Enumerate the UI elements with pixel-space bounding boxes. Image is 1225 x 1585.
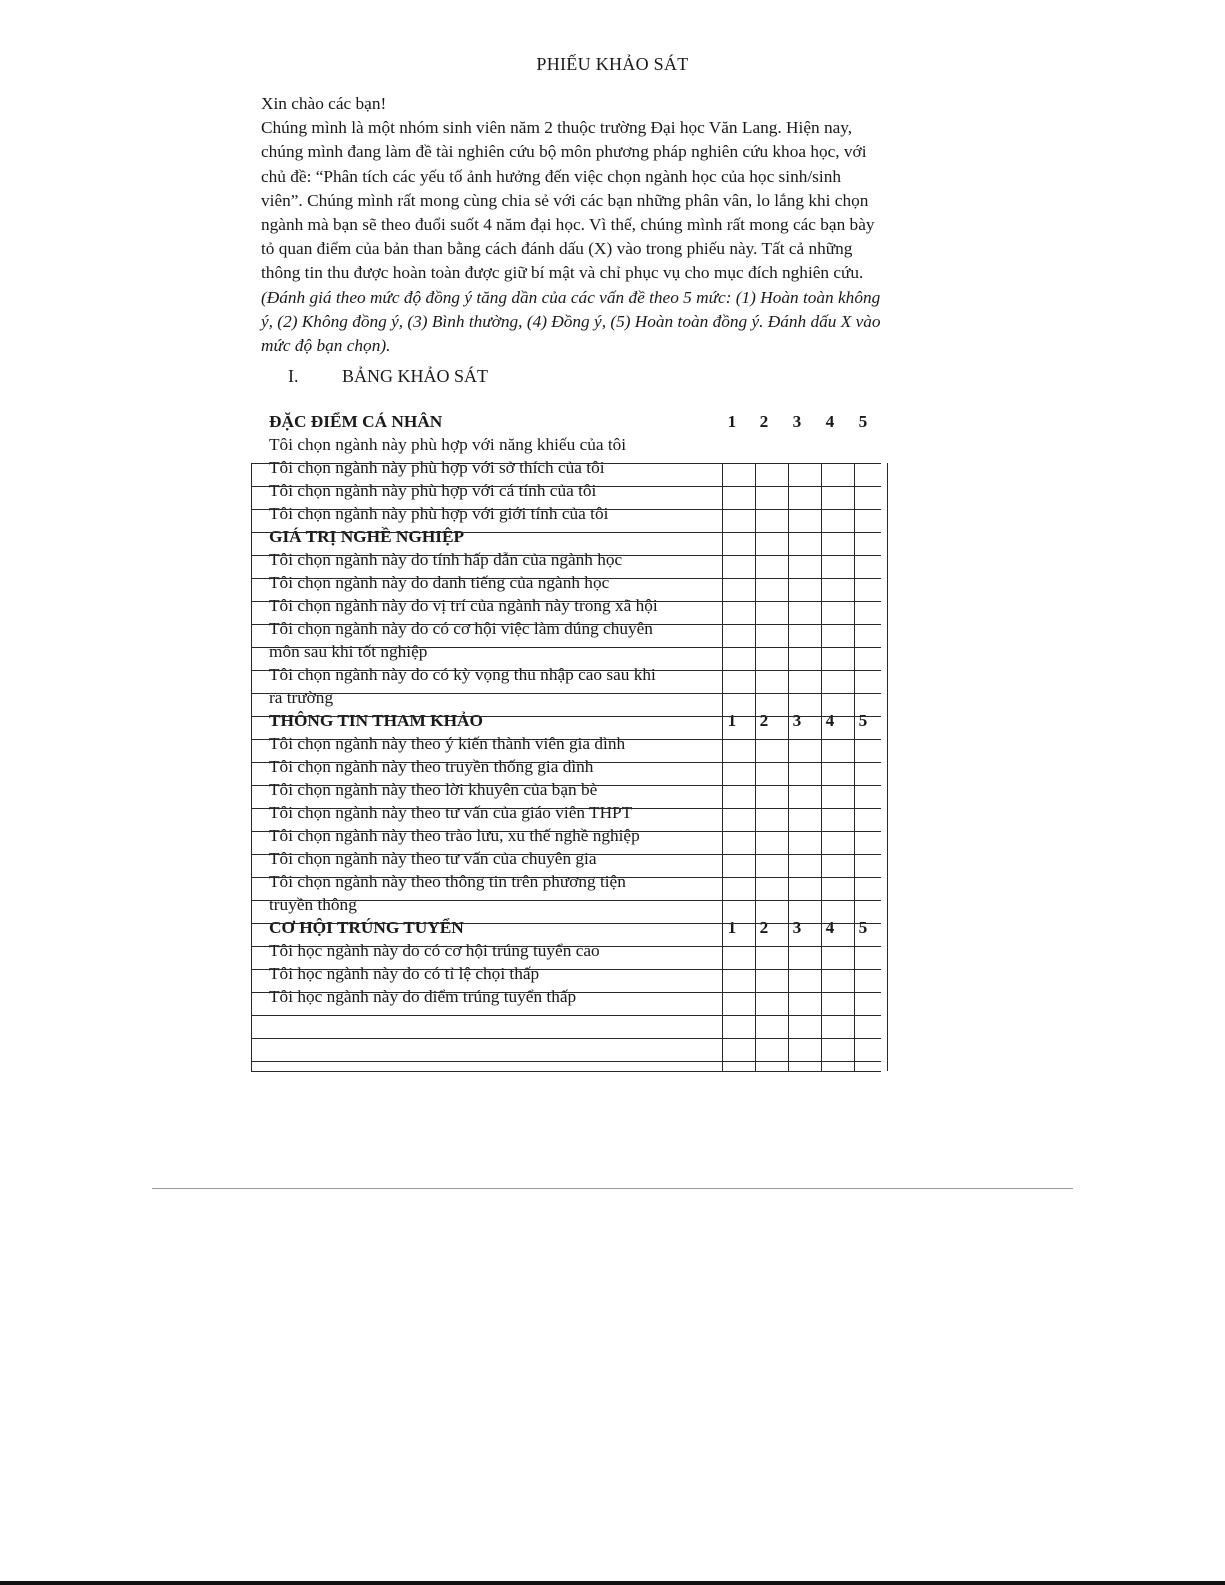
rating-cell[interactable] xyxy=(855,579,887,600)
rating-cell[interactable] xyxy=(789,648,821,669)
rating-cell[interactable] xyxy=(756,901,788,922)
rating-cell[interactable] xyxy=(756,947,788,968)
rating-cell[interactable] xyxy=(789,579,821,600)
group-header: THÔNG TIN THAM KHẢO xyxy=(269,711,483,730)
rating-cell[interactable] xyxy=(789,694,821,715)
rating-note-line: mức độ bạn chọn). xyxy=(261,336,391,356)
rating-cell[interactable] xyxy=(855,832,887,853)
rating-cell[interactable] xyxy=(723,602,755,623)
rating-cell[interactable] xyxy=(855,855,887,876)
bottom-edge xyxy=(0,1581,1225,1585)
rating-cell[interactable] xyxy=(789,533,821,554)
rating-cell[interactable] xyxy=(756,878,788,899)
scale-header-5: 5 xyxy=(858,412,868,431)
page-divider xyxy=(152,1188,1073,1189)
rating-cell[interactable] xyxy=(822,1062,854,1083)
rating-cell[interactable] xyxy=(789,993,821,1014)
rating-cell[interactable] xyxy=(822,717,854,738)
rating-cell[interactable] xyxy=(756,855,788,876)
rating-cell[interactable] xyxy=(822,1016,854,1037)
rating-cell[interactable] xyxy=(756,510,788,531)
rating-cell[interactable] xyxy=(822,970,854,991)
rating-cell[interactable] xyxy=(723,510,755,531)
rating-cell[interactable] xyxy=(723,832,755,853)
rating-cell[interactable] xyxy=(855,625,887,646)
group-header: GIÁ TRỊ NGHỀ NGHIỆP xyxy=(269,527,465,546)
rating-cell[interactable] xyxy=(756,671,788,692)
rating-cell[interactable] xyxy=(855,556,887,577)
group-header: ĐẶC ĐIỂM CÁ NHÂN xyxy=(269,412,443,431)
rating-cell[interactable] xyxy=(723,970,755,991)
survey-item-text: ra trường xyxy=(269,688,334,707)
survey-item-text: Tôi học ngành này do có cơ hội trúng tuyển cao xyxy=(269,941,600,960)
rating-cell[interactable] xyxy=(723,717,755,738)
scale-header-4: 4 xyxy=(825,918,835,937)
rating-cell[interactable] xyxy=(855,878,887,899)
rating-cell[interactable] xyxy=(822,579,854,600)
rating-cell[interactable] xyxy=(789,740,821,761)
rating-cell[interactable] xyxy=(789,1062,821,1083)
intro-line: viên”. Chúng mình rất mong cùng chia sẻ với các bạn những phân vân, lo lắng khi chọn xyxy=(261,190,869,210)
rating-cell[interactable] xyxy=(789,947,821,968)
rating-cell[interactable] xyxy=(756,464,788,485)
rating-cell[interactable] xyxy=(723,740,755,761)
scale-header-1: 1 xyxy=(727,918,737,937)
rating-cell[interactable] xyxy=(822,901,854,922)
rating-cell[interactable] xyxy=(789,625,821,646)
rating-cell[interactable] xyxy=(756,694,788,715)
rating-cell[interactable] xyxy=(855,763,887,784)
rating-cell[interactable] xyxy=(789,832,821,853)
rating-cell[interactable] xyxy=(822,924,854,945)
rating-cell[interactable] xyxy=(822,602,854,623)
rating-cell[interactable] xyxy=(723,487,755,508)
rating-cell[interactable] xyxy=(756,717,788,738)
rating-cell[interactable] xyxy=(756,1062,788,1083)
survey-item-text: Tôi chọn ngành này theo tư vấn của chuyên gia xyxy=(269,849,597,868)
rating-cell[interactable] xyxy=(756,579,788,600)
rating-cell[interactable] xyxy=(855,1039,887,1060)
rating-cell[interactable] xyxy=(756,625,788,646)
rating-cell[interactable] xyxy=(789,809,821,830)
rating-cell[interactable] xyxy=(855,671,887,692)
rating-cell[interactable] xyxy=(789,901,821,922)
rating-cell[interactable] xyxy=(789,763,821,784)
survey-item-text: Tôi chọn ngành này theo lời khuyên của bạn bè xyxy=(269,780,598,799)
scale-header-4: 4 xyxy=(825,412,835,431)
scale-header-3: 3 xyxy=(792,711,802,730)
rating-cell[interactable] xyxy=(789,878,821,899)
rating-cell[interactable] xyxy=(855,740,887,761)
rating-cell[interactable] xyxy=(822,809,854,830)
rating-cell[interactable] xyxy=(723,786,755,807)
rating-cell[interactable] xyxy=(723,947,755,968)
table-column-rule xyxy=(251,463,252,1071)
survey-item-text: Tôi chọn ngành này do có kỳ vọng thu nhập cao sau khi xyxy=(269,665,656,684)
rating-cell[interactable] xyxy=(756,832,788,853)
rating-cell[interactable] xyxy=(789,786,821,807)
rating-cell[interactable] xyxy=(789,855,821,876)
intro-line: ngành mà bạn sẽ theo đuổi suốt 4 năm đại học. Vì thế, chúng mình rất mong các bạn bày xyxy=(261,215,875,235)
rating-cell[interactable] xyxy=(855,510,887,531)
scale-header-2: 2 xyxy=(759,412,769,431)
rating-cell[interactable] xyxy=(855,694,887,715)
scale-header-3: 3 xyxy=(792,918,802,937)
rating-cell[interactable] xyxy=(723,993,755,1014)
rating-cell[interactable] xyxy=(822,625,854,646)
rating-cell[interactable] xyxy=(855,809,887,830)
rating-cell[interactable] xyxy=(855,487,887,508)
rating-cell[interactable] xyxy=(855,901,887,922)
rating-note-line: ý, (2) Không đồng ý, (3) Bình thường, (4) Đồng ý, (5) Hoàn toàn đồng ý. Đánh dấu X vào xyxy=(261,311,881,331)
rating-cell[interactable] xyxy=(723,464,755,485)
rating-cell[interactable] xyxy=(855,464,887,485)
scale-header-1: 1 xyxy=(727,711,737,730)
rating-cell[interactable] xyxy=(756,1039,788,1060)
rating-note-line: (Đánh giá theo mức độ đồng ý tăng dần của các vấn đề theo 5 mức: (1) Hoàn toàn không xyxy=(261,287,881,307)
survey-item-text: Tôi chọn ngành này do vị trí của ngành này trong xã hội xyxy=(269,596,658,615)
rating-cell[interactable] xyxy=(822,740,854,761)
intro-line: Chúng mình là một nhóm sinh viên năm 2 thuộc trường Đại học Văn Lang. Hiện nay, xyxy=(261,118,853,138)
rating-cell[interactable] xyxy=(789,556,821,577)
rating-cell[interactable] xyxy=(756,786,788,807)
rating-cell[interactable] xyxy=(822,763,854,784)
survey-item-text: Tôi chọn ngành này do có cơ hội việc làm đúng chuyên xyxy=(269,619,653,638)
rating-cell[interactable] xyxy=(756,487,788,508)
survey-item-text: Tôi chọn ngành này theo ý kiến thành viên gia đình xyxy=(269,734,626,753)
rating-cell[interactable] xyxy=(756,740,788,761)
rating-cell[interactable] xyxy=(756,809,788,830)
rating-cell[interactable] xyxy=(756,648,788,669)
intro-line: chủ đề: “Phân tích các yếu tố ảnh hưởng đến việc chọn ngành học của học sinh/sinh xyxy=(261,166,841,186)
rating-cell[interactable] xyxy=(723,763,755,784)
scale-header-3: 3 xyxy=(792,412,802,431)
survey-item-text: Tôi chọn ngành này theo truyền thống gia đình xyxy=(269,757,594,776)
rating-cell[interactable] xyxy=(723,878,755,899)
rating-cell[interactable] xyxy=(822,993,854,1014)
table-column-rule xyxy=(887,463,888,1071)
rating-cell[interactable] xyxy=(822,947,854,968)
rating-cell[interactable] xyxy=(723,901,755,922)
rating-cell[interactable] xyxy=(822,648,854,669)
page-title: PHIẾU KHẢO SÁT xyxy=(536,54,689,74)
rating-cell[interactable] xyxy=(723,648,755,669)
rating-cell[interactable] xyxy=(723,579,755,600)
rating-cell[interactable] xyxy=(822,832,854,853)
rating-cell[interactable] xyxy=(756,602,788,623)
survey-item-text: truyền thông xyxy=(269,895,357,914)
section-label: BẢNG KHẢO SÁT xyxy=(342,366,489,386)
rating-cell[interactable] xyxy=(789,487,821,508)
rating-cell[interactable] xyxy=(855,970,887,991)
rating-cell[interactable] xyxy=(756,763,788,784)
survey-item-text: môn sau khi tốt nghiệp xyxy=(269,642,428,661)
rating-cell[interactable] xyxy=(723,1039,755,1060)
section-number: I. xyxy=(288,366,299,386)
rating-cell[interactable] xyxy=(855,947,887,968)
survey-item-text: Tôi chọn ngành này theo thông tin trên phương tiện xyxy=(269,872,626,891)
survey-item-text: Tôi chọn ngành này theo tư vấn của giáo viên THPT xyxy=(269,803,633,822)
rating-cell[interactable] xyxy=(789,717,821,738)
intro-line: thông tin thu được hoàn toàn được giữ bí mật và chỉ phục vụ cho mục đích nghiên cứu. xyxy=(261,263,864,283)
survey-item-text: Tôi chọn ngành này do danh tiếng của ngành học xyxy=(269,573,610,592)
rating-cell[interactable] xyxy=(789,1039,821,1060)
rating-cell[interactable] xyxy=(723,694,755,715)
rating-cell[interactable] xyxy=(723,625,755,646)
survey-item-text: Tôi chọn ngành này phù hợp với sở thích của tôi xyxy=(269,458,605,477)
scale-header-4: 4 xyxy=(825,711,835,730)
survey-item-text: Tôi chọn ngành này theo trào lưu, xu thế nghề nghiệp xyxy=(269,826,640,845)
rating-cell[interactable] xyxy=(855,1016,887,1037)
rating-cell[interactable] xyxy=(855,924,887,945)
rating-cell[interactable] xyxy=(822,694,854,715)
intro-line: tỏ quan điểm của bản than bằng cách đánh dấu (X) vào trong phiếu này. Tất cả những xyxy=(261,239,853,259)
scale-header-2: 2 xyxy=(759,918,769,937)
rating-cell[interactable] xyxy=(723,556,755,577)
rating-cell[interactable] xyxy=(723,809,755,830)
rating-cell[interactable] xyxy=(822,878,854,899)
survey-item-text: Tôi học ngành này do điểm trúng tuyển thấp xyxy=(269,987,577,1006)
rating-cell[interactable] xyxy=(789,602,821,623)
rating-cell[interactable] xyxy=(822,533,854,554)
rating-cell[interactable] xyxy=(756,970,788,991)
rating-cell[interactable] xyxy=(756,533,788,554)
rating-cell[interactable] xyxy=(822,510,854,531)
rating-cell[interactable] xyxy=(822,1039,854,1060)
rating-cell[interactable] xyxy=(822,464,854,485)
survey-item-text: Tôi chọn ngành này do tính hấp dẫn của ngành học xyxy=(269,550,623,569)
rating-cell[interactable] xyxy=(855,786,887,807)
rating-cell[interactable] xyxy=(756,1016,788,1037)
rating-cell[interactable] xyxy=(789,970,821,991)
survey-item-text: Tôi chọn ngành này phù hợp với giới tính của tôi xyxy=(269,504,609,523)
rating-cell[interactable] xyxy=(855,648,887,669)
rating-cell[interactable] xyxy=(723,855,755,876)
survey-item-text: Tôi chọn ngành này phù hợp với năng khiếu của tôi xyxy=(269,435,627,454)
rating-cell[interactable] xyxy=(822,786,854,807)
survey-item-text: Tôi chọn ngành này phù hợp với cá tính của tôi xyxy=(269,481,597,500)
rating-cell[interactable] xyxy=(855,717,887,738)
rating-cell[interactable] xyxy=(789,924,821,945)
survey-item-text: Tôi học ngành này do có tỉ lệ chọi thấp xyxy=(269,964,540,983)
rating-cell[interactable] xyxy=(789,464,821,485)
rating-cell[interactable] xyxy=(756,993,788,1014)
rating-cell[interactable] xyxy=(855,602,887,623)
rating-cell[interactable] xyxy=(789,510,821,531)
rating-cell[interactable] xyxy=(822,855,854,876)
rating-cell[interactable] xyxy=(756,556,788,577)
intro-line: chúng mình đang làm đề tài nghiên cứu bộ môn phương pháp nghiên cứu khoa học, với xyxy=(261,142,867,162)
rating-cell[interactable] xyxy=(723,924,755,945)
group-header: CƠ HỘI TRÚNG TUYỂN xyxy=(269,918,464,937)
rating-cell[interactable] xyxy=(855,1062,887,1083)
greeting: Xin chào các bạn! xyxy=(261,94,387,113)
rating-cell[interactable] xyxy=(822,671,854,692)
rating-cell[interactable] xyxy=(789,671,821,692)
rating-cell[interactable] xyxy=(723,1062,755,1083)
rating-cell[interactable] xyxy=(822,487,854,508)
scale-header-2: 2 xyxy=(759,711,769,730)
rating-cell[interactable] xyxy=(822,556,854,577)
rating-cell[interactable] xyxy=(855,993,887,1014)
rating-cell[interactable] xyxy=(723,1016,755,1037)
scale-header-5: 5 xyxy=(858,918,868,937)
rating-cell[interactable] xyxy=(723,671,755,692)
scale-header-5: 5 xyxy=(858,711,868,730)
rating-cell[interactable] xyxy=(756,924,788,945)
scale-header-1: 1 xyxy=(727,412,737,431)
rating-cell[interactable] xyxy=(723,533,755,554)
rating-cell[interactable] xyxy=(855,533,887,554)
rating-cell[interactable] xyxy=(789,1016,821,1037)
